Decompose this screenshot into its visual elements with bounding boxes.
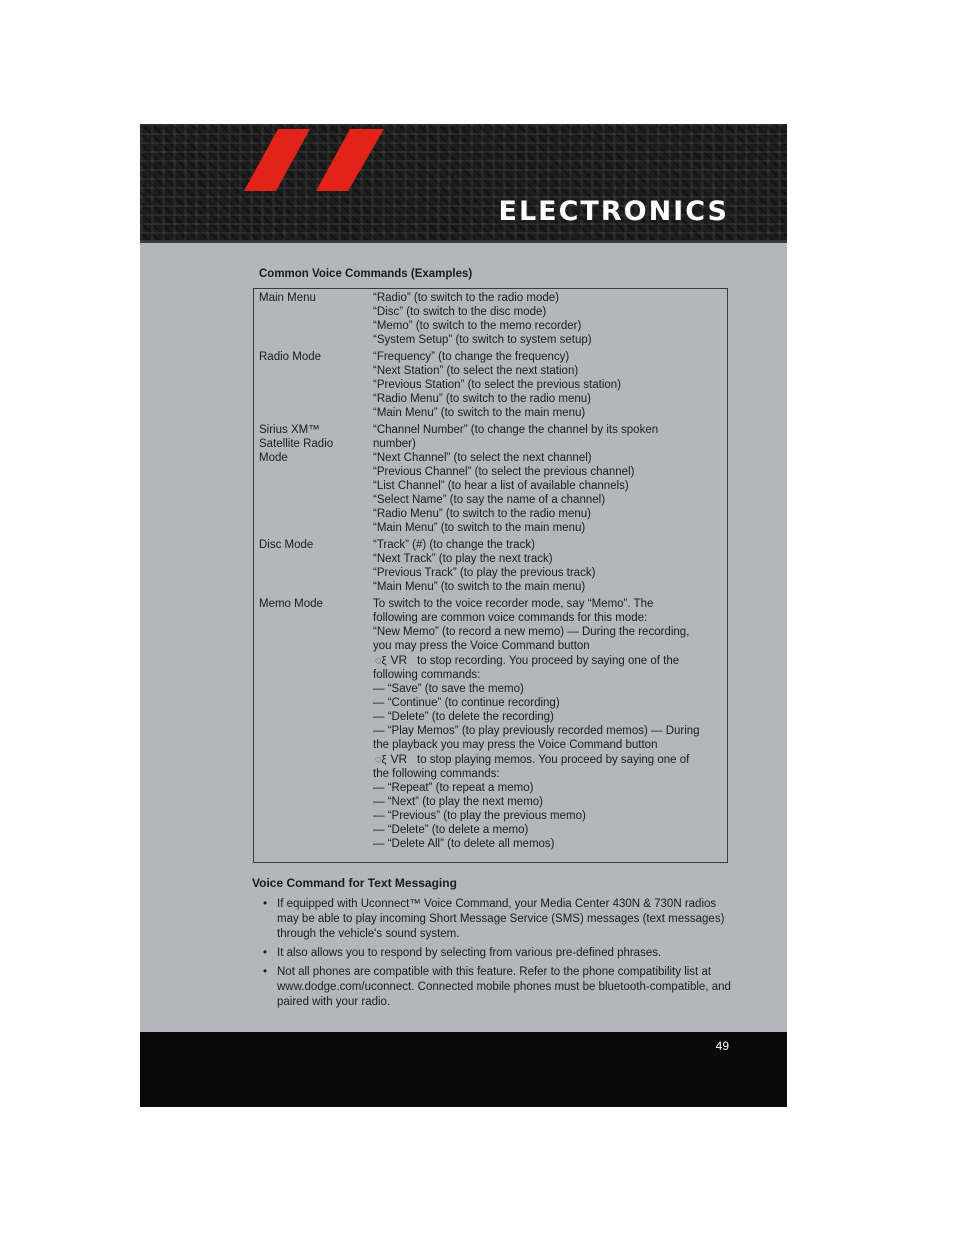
bullet-item: • If equipped with Uconnect™ Voice Command, your Media Center 430N & 730N radios may be able to play incoming Short Message Service (SMS) messages (text messages) through the vehicle's sound system. bbox=[263, 897, 733, 942]
command-line: “Next Station” (to select the next station) bbox=[373, 365, 579, 377]
command-line: — “Repeat” (to repeat a memo) bbox=[373, 782, 534, 794]
command-line: — “Delete” (to delete a memo) bbox=[373, 824, 529, 836]
command-line-with-button bbox=[373, 752, 725, 767]
voice-commands-table bbox=[253, 288, 728, 863]
voice-command-icon: ◌ξ bbox=[375, 655, 387, 667]
command-line: “Main Menu” (to switch to the main menu) bbox=[373, 407, 586, 419]
command-line: — “Delete” (to delete the recording) bbox=[373, 711, 554, 723]
mode-label: Disc Mode bbox=[259, 539, 314, 551]
command-list bbox=[373, 291, 725, 347]
text-messaging-heading: Voice Command for Text Messaging bbox=[252, 876, 457, 890]
command-line: number) bbox=[373, 438, 416, 450]
command-line: “List Channel” (to hear a list of available channels) bbox=[373, 480, 629, 492]
command-line: the following commands: bbox=[373, 768, 500, 780]
command-line: — “Delete All” (to delete all memos) bbox=[373, 838, 555, 850]
dodge-stripes-logo bbox=[244, 129, 384, 191]
command-line: “Channel Number” (to change the channel by its spoken bbox=[373, 424, 659, 436]
command-line: “Radio Menu” (to switch to the radio menu) bbox=[373, 393, 591, 405]
mode-label: Memo Mode bbox=[259, 598, 323, 610]
page-number: 49 bbox=[715, 1039, 729, 1053]
command-line: — “Save” (to save the memo) bbox=[373, 683, 524, 695]
command-line: “Main Menu” (to switch to the main menu) bbox=[373, 522, 586, 534]
command-list bbox=[373, 423, 725, 535]
command-line: — “Previous” (to play the previous memo) bbox=[373, 810, 586, 822]
command-line: you may press the Voice Command button bbox=[373, 640, 590, 652]
command-line: “Next Channel” (to select the next channel) bbox=[373, 452, 592, 464]
section-title: ELECTRONICS bbox=[498, 196, 729, 227]
command-line: following commands: bbox=[373, 669, 481, 681]
command-line: “Main Menu” (to switch to the main menu) bbox=[373, 581, 586, 593]
text-messaging-bullets bbox=[263, 897, 733, 1014]
command-line: “Previous Channel” (to select the previous channel) bbox=[373, 466, 635, 478]
command-line: “Memo” (to switch to the memo recorder) bbox=[373, 320, 582, 332]
command-line: the playback you may press the Voice Command button bbox=[373, 739, 658, 751]
command-list bbox=[373, 597, 725, 851]
command-line: following are common voice commands for this mode: bbox=[373, 612, 648, 624]
command-line: “Track” (#) (to change the track) bbox=[373, 539, 535, 551]
command-line: To switch to the voice recorder mode, say “Memo”. The bbox=[373, 598, 654, 610]
command-line: “Disc” (to switch to the disc mode) bbox=[373, 306, 547, 318]
command-line: “Next Track” (to play the next track) bbox=[373, 553, 553, 565]
vr-button-glyph bbox=[373, 653, 417, 668]
voice-command-icon: ◌ξ bbox=[375, 754, 387, 766]
command-line: “New Memo” (to record a new memo) — During the recording, bbox=[373, 626, 690, 638]
command-line: — “Continue” (to continue recording) bbox=[373, 697, 560, 709]
page-footer bbox=[140, 1032, 787, 1107]
vr-button-glyph bbox=[373, 752, 417, 767]
section-header bbox=[140, 124, 787, 243]
command-line-with-button bbox=[373, 653, 725, 668]
mode-label: Sirius XM™ Satellite Radio Mode bbox=[259, 424, 334, 464]
bullet-item: • Not all phones are compatible with this feature. Refer to the phone compatibility list at www.dodge.com/uconnect. Connected mobile phones must be bluetooth-compatible, and paired with your radio. bbox=[263, 965, 733, 1010]
command-line: “Radio” (to switch to the radio mode) bbox=[373, 292, 559, 304]
manual-page bbox=[140, 124, 787, 1107]
command-line: “Previous Station” (to select the previous station) bbox=[373, 379, 622, 391]
table-caption: Common Voice Commands (Examples) bbox=[259, 268, 473, 280]
command-line: to stop recording. You proceed by saying one of the bbox=[417, 655, 680, 667]
mode-label: Radio Mode bbox=[259, 351, 322, 363]
command-line: “System Setup” (to switch to system setup) bbox=[373, 334, 592, 346]
command-line: “Radio Menu” (to switch to the radio menu) bbox=[373, 508, 591, 520]
vr-label: VR bbox=[390, 653, 408, 667]
bullet-item: • It also allows you to respond by selecting from various pre-defined phrases. bbox=[263, 946, 733, 961]
vr-label: VR bbox=[390, 752, 408, 766]
command-line: “Frequency” (to change the frequency) bbox=[373, 351, 570, 363]
command-line: — “Play Memos” (to play previously recorded memos) — During bbox=[373, 725, 700, 737]
command-line: “Previous Track” (to play the previous track) bbox=[373, 567, 596, 579]
command-line: — “Next” (to play the next memo) bbox=[373, 796, 543, 808]
command-line: to stop playing memos. You proceed by saying one of bbox=[417, 754, 690, 766]
command-list bbox=[373, 538, 725, 594]
mode-label: Main Menu bbox=[259, 292, 316, 304]
command-list bbox=[373, 350, 725, 420]
command-line: “Select Name” (to say the name of a channel) bbox=[373, 494, 606, 506]
